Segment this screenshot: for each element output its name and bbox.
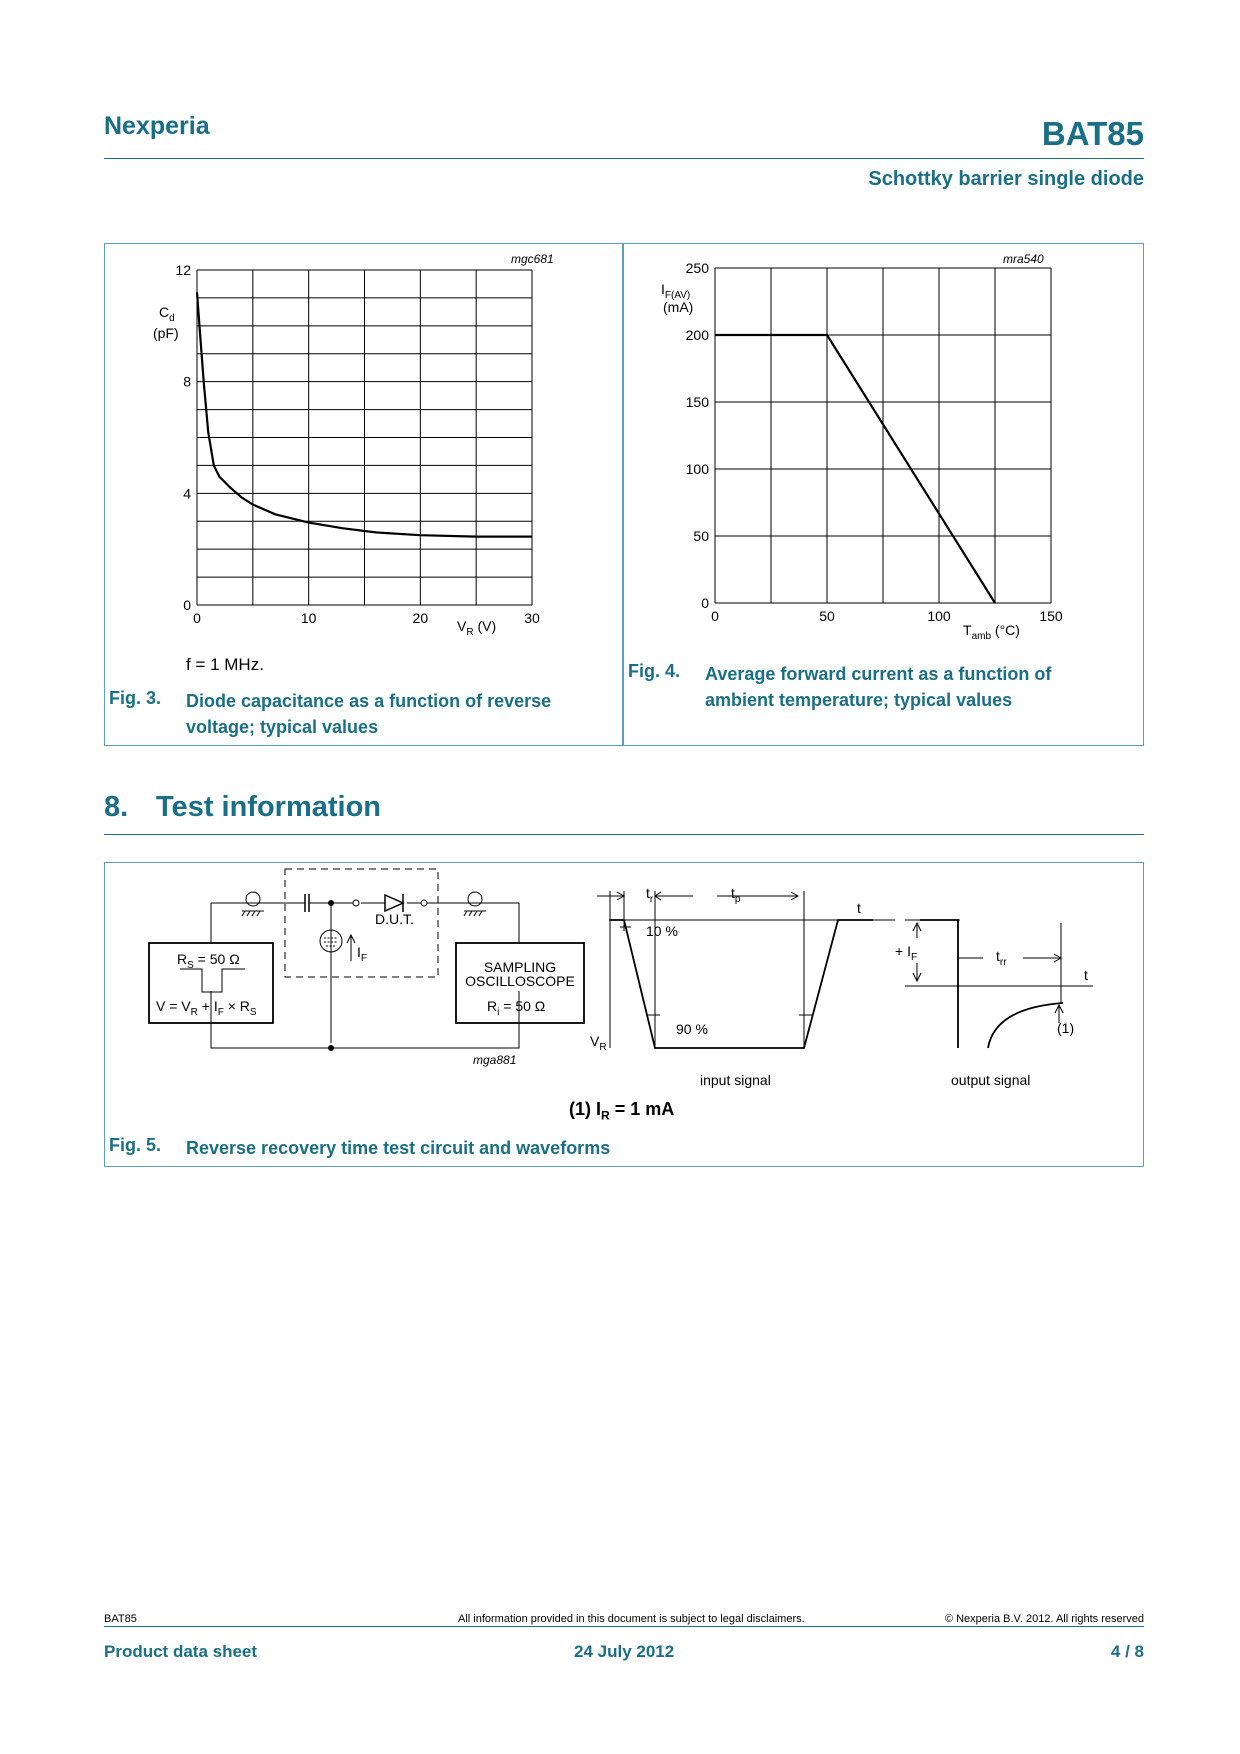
capacitor-symbol: [305, 894, 309, 912]
part-number-title: BAT85: [1041, 115, 1144, 152]
fig4-caption: [628, 661, 1133, 715]
fig3-ytick-label: 0: [183, 597, 191, 613]
fig3-caption-text: [186, 688, 551, 740]
fig5-caption-number: Fig. 5.: [109, 1135, 162, 1155]
fig4-yunit: (mA): [663, 299, 694, 315]
fig4-xtick-label: 100: [927, 608, 951, 624]
fig4-caption-line1: Average forward current as a function of: [705, 664, 1052, 684]
fig4-caption-line2: ambient temperature; typical values: [705, 690, 1013, 710]
node-dot-bottom: [329, 1046, 334, 1051]
tr-label: $t_r$: [646, 885, 654, 905]
terminal-right: [421, 900, 427, 906]
scope-line1: SAMPLING: [483, 959, 557, 975]
fig3-yunit: (pF): [153, 325, 179, 341]
fig3-ylabel: $C_d$: [159, 304, 175, 324]
t-label-input: t: [857, 900, 861, 916]
header-divider: [104, 158, 1144, 159]
fig3-xtick-label: 30: [524, 610, 540, 626]
output-signal-label: output signal: [951, 1072, 1031, 1088]
fig3-ytick-label: 12: [175, 262, 191, 278]
fig4-ytick-label: 50: [693, 528, 709, 544]
fig5-caption-text: Reverse recovery time test circuit and waveforms: [186, 1138, 611, 1158]
fig4-xlabel: $T_{amb}$ (°C): [963, 622, 1020, 642]
fig4-ytick-label: 150: [685, 394, 709, 410]
scope-line2: OSCILLOSCOPE: [465, 973, 575, 989]
pct-ticks: [620, 927, 813, 1015]
fig4-ytick-label: 200: [685, 327, 709, 343]
probe-ground-left-icon: [242, 892, 264, 916]
fig5-diagram: [105, 863, 1143, 1093]
section-divider: [104, 834, 1144, 835]
node-dot: [329, 901, 334, 906]
fig4-caption-number: Fig. 4.: [628, 661, 681, 681]
tp-label: $t_p$: [731, 885, 741, 905]
fig4-code: mra540: [1003, 252, 1044, 266]
tp-arrow: [661, 892, 798, 900]
fig3-code: mgc681: [511, 252, 554, 266]
plus-if-label: + $I_F$: [895, 943, 918, 963]
fig3-chart: [105, 244, 623, 644]
pct10-label: 10 %: [646, 923, 678, 939]
recovery-curve: [988, 1003, 1063, 1048]
diode-symbol-icon: [385, 894, 403, 912]
footer-doc-type: Product data sheet: [104, 1642, 258, 1661]
fig4-ytick-label: 250: [685, 260, 709, 276]
fig5-code: mga881: [473, 1053, 517, 1067]
figure-4-panel: [622, 243, 1144, 746]
fig3-xtick-label: 20: [412, 610, 429, 626]
trr-arrow: [958, 954, 1061, 962]
footer-date: 24 July 2012: [574, 1642, 675, 1661]
footer-part: BAT85: [104, 1613, 137, 1625]
fig3-xlabel: $V_R$ (V): [457, 618, 497, 638]
pct90-label: 90 %: [676, 1021, 708, 1037]
if-arrow: [347, 935, 355, 961]
brand-name: Nexperia: [104, 112, 210, 140]
fig3-caption: [109, 688, 609, 742]
vr-label: $V_R$: [590, 1033, 607, 1053]
figure-3-panel: [104, 243, 624, 746]
input-waveform: [610, 920, 873, 1048]
input-signal-label: input signal: [700, 1072, 771, 1088]
footer-page: 4 / 8: [1110, 1642, 1144, 1661]
fig3-xtick-label: 10: [300, 610, 317, 626]
fig3-ytick-label: 4: [183, 485, 191, 502]
fig4-xtick-label: 150: [1039, 608, 1063, 624]
fig4-ytick-label: 100: [685, 461, 709, 477]
fig4-xtick-label: 50: [819, 608, 835, 624]
fig3-ytick-label: 8: [183, 373, 191, 390]
fig3-caption-line2: voltage; typical values: [186, 717, 379, 737]
section-number: 8.: [104, 791, 129, 823]
rs-label: $R_S = 50$ Ω: [177, 951, 240, 971]
fig4-chart: [623, 244, 1143, 644]
fig3-xtick-label: 0: [193, 610, 201, 626]
document-subtitle: Schottky barrier single diode: [868, 168, 1144, 190]
trr-label: $t_{rr}$: [996, 948, 1007, 968]
fig5-caption: [109, 1135, 809, 1161]
source-pulse-icon: [180, 969, 245, 992]
terminal-left: [353, 900, 359, 906]
footer-disclaimer: All information provided in this document is subject to legal disclaimers.: [458, 1613, 805, 1625]
fig5-note-sub: R: [601, 1108, 610, 1123]
probe-ground-right-icon: [464, 892, 486, 916]
fig4-ytick-label: 0: [701, 595, 709, 611]
figure-5-panel: [104, 862, 1144, 1167]
footer-divider: [104, 1626, 1144, 1627]
section-heading: [104, 791, 704, 827]
fig3-frequency-note: f = 1 MHz.: [186, 655, 264, 674]
dut-label: D.U.T.: [375, 911, 414, 927]
v-formula: $V = V_R + I_F \times R_S$: [156, 998, 257, 1018]
note1-marker: (1): [1057, 1020, 1075, 1036]
fig4-caption-text: [705, 661, 1051, 713]
fig4-xtick-label: 0: [711, 608, 719, 624]
section-title: Test information: [156, 791, 382, 823]
fig5-note-prefix: (1) I: [569, 1099, 602, 1119]
fig5-note: [569, 1099, 674, 1123]
footer-copyright: © Nexperia B.V. 2012. All rights reserved: [944, 1613, 1144, 1625]
output-waveform: [920, 920, 958, 1048]
if-label: $I_F$: [357, 944, 367, 964]
ri-label: $R_i = 50$ Ω: [487, 998, 546, 1018]
fig3-caption-number: Fig. 3.: [109, 688, 162, 708]
t-label-output: t: [1084, 967, 1088, 983]
fig3-caption-line1: Diode capacitance as a function of reverse: [186, 691, 552, 711]
fig5-note-value: = 1 mA: [609, 1099, 675, 1119]
fig4-ylabel: $I_{F(AV)}$: [661, 281, 691, 301]
